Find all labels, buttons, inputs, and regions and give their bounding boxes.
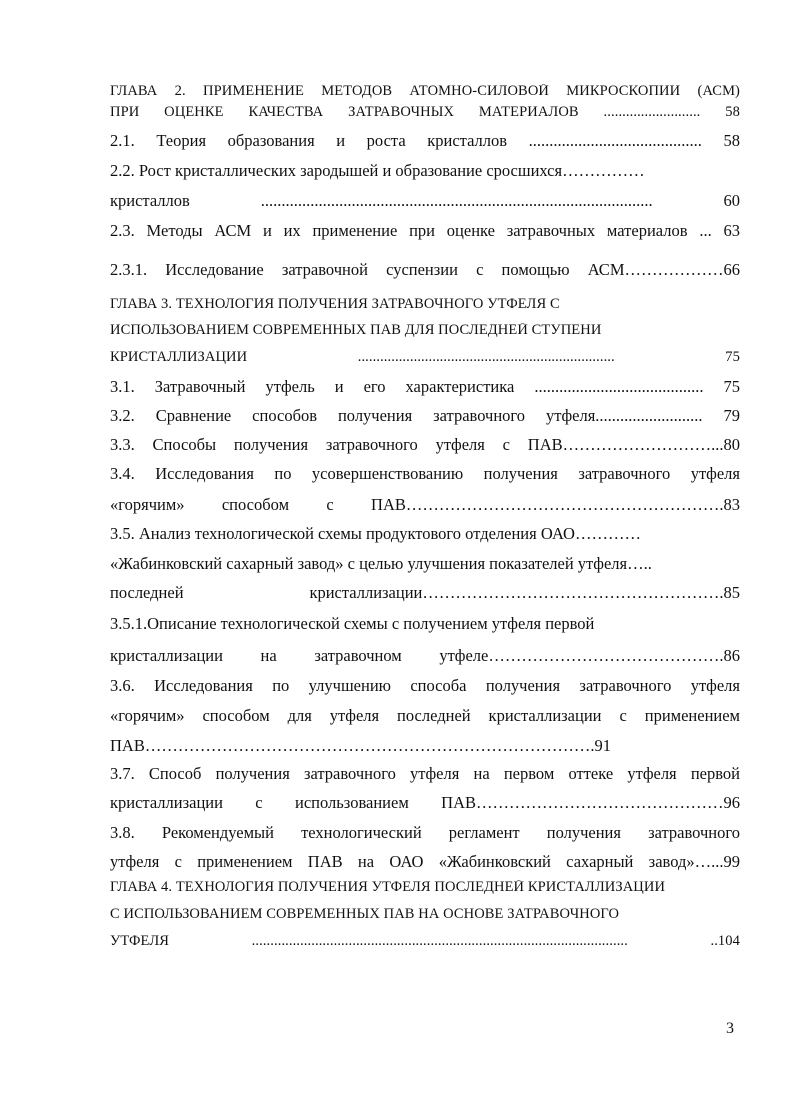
page-number: 3 (726, 1020, 734, 1037)
toc-line: 3.5.1.Описание технологической схемы с получением утфеля первой (110, 616, 595, 633)
toc-line: 3.6. Исследования по улучшению способа получения затравочного утфеля (110, 678, 740, 695)
toc-line: ГЛАВА 2. ПРИМЕНЕНИЕ МЕТОДОВ АТОМНО-СИЛОВОЙ МИКРОСКОПИИ (АСМ) (110, 84, 740, 99)
toc-line: 3.8. Рекомендуемый технологический регламент получения затравочного (110, 825, 740, 842)
toc-line: КРИСТАЛЛИЗАЦИИ ..................................................................... 75 (110, 350, 740, 365)
toc-line: С ИСПОЛЬЗОВАНИЕМ СОВРЕМЕННЫХ ПАВ НА ОСНОВЕ ЗАТРАВОЧНОГО (110, 907, 620, 922)
toc-line: 3.2. Сравнение способов получения затравочного утфеля.......................... 79 (110, 408, 740, 425)
toc-line: ГЛАВА 4. ТЕХНОЛОГИЯ ПОЛУЧЕНИЯ УТФЕЛЯ ПОСЛЕДНЕЙ КРИСТАЛЛИЗАЦИИ (110, 880, 666, 895)
toc-line: «горячим» способом с ПАВ………………………………………………….83 (110, 497, 740, 514)
toc-line: ПРИ ОЦЕНКЕ КАЧЕСТВА ЗАТРАВОЧНЫХ МАТЕРИАЛОВ .......................... 58 (110, 105, 740, 120)
toc-line: утфеля с применением ПАВ на ОАО «Жабинковский сахарный завод»…...99 (110, 854, 740, 871)
toc-line: 3.3. Способы получения затравочного утфеля с ПАВ………………………...80 (110, 437, 740, 454)
toc-line: ИСПОЛЬЗОВАНИЕМ СОВРЕМЕННЫХ ПАВ ДЛЯ ПОСЛЕДНЕЙ СТУПЕНИ (110, 323, 602, 338)
toc-line: кристаллов ............................................................................................... 60 (110, 193, 740, 210)
toc-line: кристаллизации на затравочном утфеле…………………………………….86 (110, 648, 740, 665)
toc-line: ГЛАВА 3. ТЕХНОЛОГИЯ ПОЛУЧЕНИЯ ЗАТРАВОЧНОГО УТФЕЛЯ С (110, 297, 560, 312)
toc-line: 2.3. Методы АСМ и их применение при оценке затравочных материалов ... 63 (110, 223, 740, 240)
toc-line: «горячим» способом для утфеля последней кристаллизации с применением (110, 708, 740, 725)
toc-line: ПАВ……………………………………………………………………….91 (110, 738, 611, 755)
toc-line: УТФЕЛЯ ..................................................................................................... ..104 (110, 934, 740, 949)
toc-line: 3.5. Анализ технологической схемы продуктового отделения ОАО………… (110, 526, 641, 543)
toc-line: «Жабинковский сахарный завод» с целью улучшения показателей утфеля….. (110, 556, 652, 573)
toc-line: 3.4. Исследования по усовершенствованию получения затравочного утфеля (110, 466, 740, 483)
toc-line: 2.2. Рост кристаллических зародышей и образование сросшихся…………… (110, 163, 645, 180)
toc-line: 2.3.1. Исследование затравочной суспензии с помощью АСМ………………66 (110, 262, 740, 279)
toc-line: 3.1. Затравочный утфель и его характеристика ......................................... 75 (110, 379, 740, 396)
toc-line: кристаллизации с использованием ПАВ………………………………………96 (110, 795, 740, 812)
toc-line: 2.1. Теория образования и роста кристаллов .......................................... 58 (110, 133, 740, 150)
toc-line: 3.7. Способ получения затравочного утфеля на первом оттеке утфеля первой (110, 766, 740, 783)
toc-line: последней кристаллизации……………………………………………….85 (110, 585, 740, 602)
